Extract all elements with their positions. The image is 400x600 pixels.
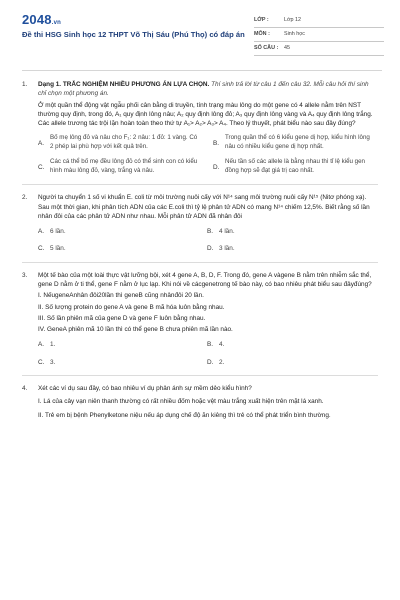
option-d[interactable] (213, 158, 376, 176)
question-list (0, 80, 400, 422)
option-text: Các cá thể bố mẹ đều lông đỏ có thể sinh con có kiểu hình màu lông đỏ, vàng, trắng và nâu. (50, 158, 198, 175)
question-divider (22, 184, 378, 185)
option-a[interactable] (38, 134, 201, 152)
question-stem: Xét các ví dụ sau đây, có bao nhiêu ví dụ phản ánh sự mềm dẻo kiểu hình? (38, 385, 252, 392)
answer-options (38, 134, 376, 176)
meta-row-subject (254, 28, 384, 42)
answer-options (38, 340, 376, 367)
question-2 (0, 193, 400, 253)
question-divider (22, 375, 378, 376)
option-letter: B. (213, 139, 220, 147)
option-letter: C. (38, 163, 45, 171)
option-text: Bố mẹ lông đỏ và nâu cho F₁: 2 nâu: 1 đỏ: 1 vàng. Có 2 phép lai phù hợp với kết quả trên. (50, 134, 198, 151)
question-stem: Một tế bào của một loài thực vật lưỡng bội, xét 4 gene A, B, D, F. Trong đó, gene A vàgene B nằm trên nhiễm sắc thể, gene D nằm ở ti thể, gene F nằm ở lục lạp. Khi nói về cácgenetrong tế bào này, có bao nhiêu phát biểu sau đâyđúng? (38, 271, 372, 289)
option-a[interactable] (38, 340, 207, 349)
statement-1: I. Lá của cây vạn niên thanh thường có rất nhiều đốm hoặc vệt màu trắng xuất hiện trên mặt lá xanh. (38, 398, 324, 406)
option-letter: D. (207, 245, 214, 253)
meta-key: LỚP : (254, 16, 269, 23)
statement-4: IV. GeneA phiên mã 10 lần thì có thể gene B chưa phiên mã lần nào. (38, 326, 233, 334)
section-instruction: Thí sinh trả lời từ câu 1 đến câu 32. Mỗi câu hỏi thí sinh chỉ chọn một phương án. (38, 81, 369, 98)
question-3 (0, 271, 400, 367)
statement-3: III. Số lần phiên mã của gene D và gene F luôn bằng nhau. (38, 314, 206, 322)
meta-key: SỐ CÂU : (254, 44, 279, 51)
statement-1: I. NếugeneAnhân đôi20lần thì geneB cũng nhânđôi 20 lần. (38, 292, 204, 300)
option-text: 2. (219, 358, 225, 366)
question-heading (38, 80, 376, 99)
option-c[interactable] (38, 158, 201, 176)
option-letter: D. (213, 163, 220, 171)
meta-key: MÔN : (254, 30, 270, 37)
header-divider (22, 70, 382, 71)
statement-2: II. Số lượng protein do gene A và gene B mã hóa luôn bằng nhau. (38, 303, 225, 311)
meta-row-class (254, 14, 384, 28)
page-title: Đề thi HSG Sinh học 12 THPT Võ Thị Sáu (Phú Thọ) có đáp án (22, 30, 245, 39)
option-a[interactable] (38, 227, 207, 236)
option-text: 1. (50, 341, 56, 349)
meta-row-count (254, 42, 384, 56)
site-logo[interactable]: 2048.vn (22, 12, 62, 27)
option-text: 3. (50, 358, 56, 366)
question-stem: Người ta chuyển 1 số vi khuẩn E. coli từ môi trường nuôi cấy với N¹⁴ sang môi trường nuôi cấy N¹⁵ (Nitơ phóng xạ). Sau một thời gian, khi phân tích ADN của các E.coli thì tỷ lệ phân tử ADN có mang N¹⁴ chiếm 12,5%. Biết rằng số lần nhân đôi của các phân tử ADN như nhau. Mỗi phân tử ADN đã nhân đôi (38, 194, 370, 220)
question-1 (0, 80, 400, 176)
question-4 (0, 384, 400, 420)
option-text: Nếu tần số các allele là bằng nhau thì tỉ lệ kiểu gen đồng hợp sẽ đạt giá trị cao nhất. (225, 158, 366, 175)
question-number: 3. (22, 271, 28, 279)
option-text: 4 lần. (219, 228, 235, 236)
option-letter: B. (207, 228, 214, 236)
meta-value: Lớp 12 (284, 16, 302, 23)
option-text: 5 lần. (50, 245, 66, 253)
option-letter: A. (38, 341, 45, 349)
question-number: 1. (22, 81, 28, 88)
page-header (0, 0, 400, 64)
question-number: 2. (22, 194, 28, 202)
option-letter: A. (38, 139, 45, 147)
option-d[interactable] (207, 358, 376, 367)
meta-value: 45 (284, 44, 290, 51)
option-text: 3 lần. (219, 245, 235, 253)
option-b[interactable] (207, 227, 376, 236)
question-number: 4. (22, 385, 28, 392)
section-heading: Dạng 1. TRẮC NGHIỆM NHIỀU PHƯƠNG ÁN LỰA CHỌN. (38, 81, 210, 88)
option-letter: D. (207, 358, 214, 366)
option-text: 6 lần. (50, 228, 66, 236)
exam-meta (254, 14, 384, 56)
question-stem: Ở một quần thể động vật ngẫu phối cân bằng di truyền, tính trạng màu lông do một gene có 4 allele nằm trên NST thường quy định, trong đó, A₁ quy định lông nâu; A₂ quy định lông đỏ; A₃ quy định lông vàng và A₄ quy định lông trắng. Các allele trương tác trội lặn hoàn toàn theo thứ tự A₁> A₂> A₃> A₄. Theo lý thuyết, phát biểu nào sau đây đúng? (38, 101, 373, 128)
option-b[interactable] (207, 340, 376, 349)
option-letter: C. (38, 358, 45, 366)
option-b[interactable] (213, 134, 376, 152)
option-c[interactable] (38, 358, 207, 367)
option-letter: A. (38, 228, 45, 236)
answer-options (38, 227, 376, 254)
option-d[interactable] (207, 244, 376, 253)
option-text: 4. (219, 341, 225, 349)
option-letter: B. (207, 341, 214, 349)
option-c[interactable] (38, 244, 207, 253)
option-letter: C. (38, 245, 45, 253)
statement-2: II. Trẻ em bị bệnh Phenylketone niệu nếu áp dụng chế độ ăn kiêng thì trẻ có thể phát triển bình thường. (38, 411, 331, 419)
meta-value: Sinh học (284, 30, 305, 37)
question-divider (22, 262, 378, 263)
option-text: Trong quần thể có 6 kiểu gene dị hợp, kiểu hình lông nâu có nhiều kiểu gene dị hợp nhất. (225, 134, 370, 151)
